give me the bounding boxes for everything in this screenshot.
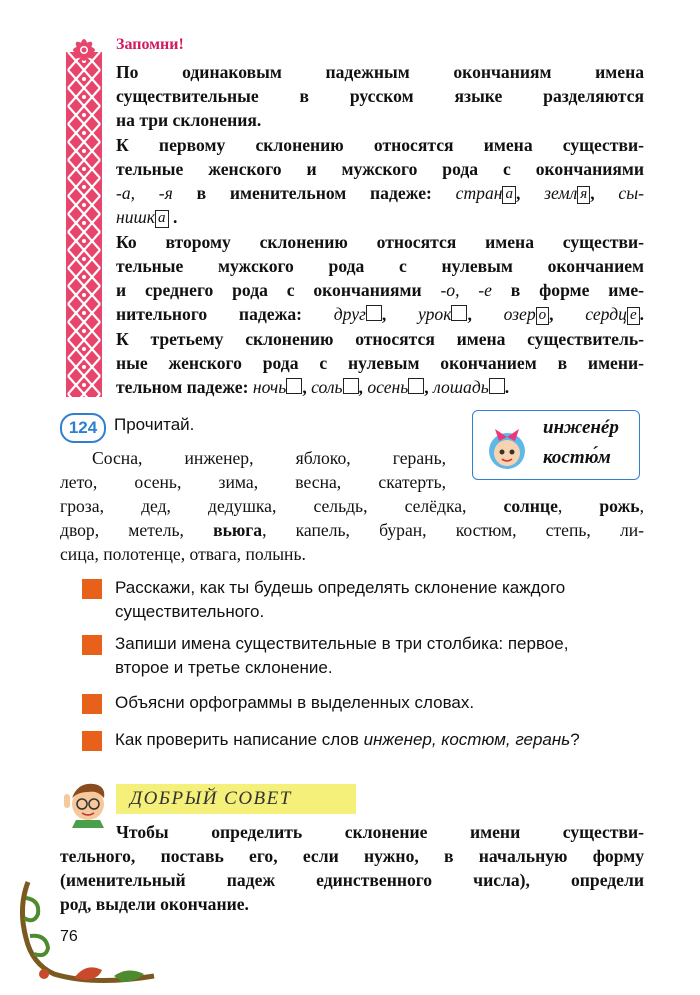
rule-text: нительного падежа: друг , урок , озер о , сердц е . bbox=[116, 304, 645, 324]
zero-ending-box bbox=[408, 378, 424, 394]
girl-icon bbox=[479, 419, 535, 475]
rule-text: -а, -я в именительном падеже: стран а , земл я , сы- bbox=[116, 183, 645, 203]
rule-text: К первому склонению относятся имена существи- bbox=[116, 135, 644, 155]
rule-title: Запомни! bbox=[116, 36, 184, 53]
task-text: Расскажи, как ты будешь определять склонение каждого существительного. bbox=[115, 578, 566, 621]
rule-text: тельные мужского рода с нулевым окончанием bbox=[116, 256, 644, 276]
exercise-number: 124 bbox=[60, 413, 106, 443]
advice-text: Чтобы определить склонение имени существи- bbox=[116, 822, 644, 842]
page-number: 76 bbox=[60, 928, 78, 945]
rule-text: По одинаковым падежным окончаниям имена bbox=[116, 62, 644, 82]
rule-text: ные женского рода с нулевым окончанием в имени- bbox=[116, 353, 644, 373]
vocab-word: костю́м bbox=[543, 447, 611, 468]
vocabulary-box bbox=[472, 410, 640, 480]
flower-icon bbox=[70, 36, 98, 64]
word-list-line: гроза, дед, дедушка, сельдь, селёдка, солнце, рожь, bbox=[60, 496, 644, 516]
word-list-line: двор, метель, вьюга, капель, буран, костюм, степь, ли- bbox=[60, 520, 645, 540]
task-marker bbox=[82, 694, 102, 714]
task-marker bbox=[82, 731, 102, 751]
ending-box: а bbox=[155, 210, 169, 228]
task-text: Запиши имена существительные в три столбика: первое, второе и третье склонение. bbox=[115, 634, 569, 677]
word-list-line: Сосна, инженер, яблоко, герань, bbox=[92, 448, 446, 468]
vocab-word: инженéр bbox=[543, 417, 619, 438]
zero-ending-box bbox=[286, 378, 302, 394]
rule-text: и среднего рода с окончаниями -о, -е в форме име- bbox=[116, 280, 645, 300]
zero-ending-box bbox=[451, 305, 467, 321]
boy-icon bbox=[58, 776, 114, 828]
rule-text: тельном падеже: ночь , соль , осень , лошадь . bbox=[116, 377, 510, 397]
ending-box: я bbox=[577, 186, 590, 204]
task-marker bbox=[82, 579, 102, 599]
task-text: Объясни орфограммы в выделенных словах. bbox=[115, 693, 475, 712]
zero-ending-box bbox=[343, 378, 359, 394]
word-list-line: лето, осень, зима, весна, скатерть, bbox=[60, 472, 446, 492]
rule-text: на три склонения. bbox=[116, 110, 262, 130]
advice-text: (именительный падеж единственного числа), определи bbox=[60, 870, 644, 890]
rule-text: тельные женского и мужского рода с окончаниями bbox=[116, 159, 644, 179]
ending-box: о bbox=[536, 307, 550, 325]
ending-box: е bbox=[627, 307, 640, 325]
decorative-braid bbox=[66, 52, 102, 397]
rule-text: Ко второму склонению относятся имена существи- bbox=[116, 232, 644, 252]
rule-text: К третьему склонению относятся имена существитель- bbox=[116, 329, 644, 349]
zero-ending-box bbox=[366, 305, 382, 321]
zero-ending-box bbox=[489, 378, 505, 394]
corner-ornament bbox=[14, 878, 164, 990]
exercise-label: Прочитай. bbox=[114, 415, 195, 434]
rule-text: нишк а . bbox=[116, 207, 178, 227]
task-marker bbox=[82, 635, 102, 655]
advice-title: ДОБРЫЙ СОВЕТ bbox=[116, 784, 356, 814]
advice-text: тельного, поставь его, если нужно, в начальную форму bbox=[60, 846, 644, 866]
word-list-line: сица, полотенце, отвага, полынь. bbox=[60, 544, 306, 564]
rule-text: существительные в русском языке разделяются bbox=[116, 86, 644, 106]
task-text: Как проверить написание слов инженер, костюм, герань? bbox=[115, 730, 580, 749]
advice-text: род, выдели окончание. bbox=[60, 894, 249, 914]
ending-box: а bbox=[502, 186, 516, 204]
